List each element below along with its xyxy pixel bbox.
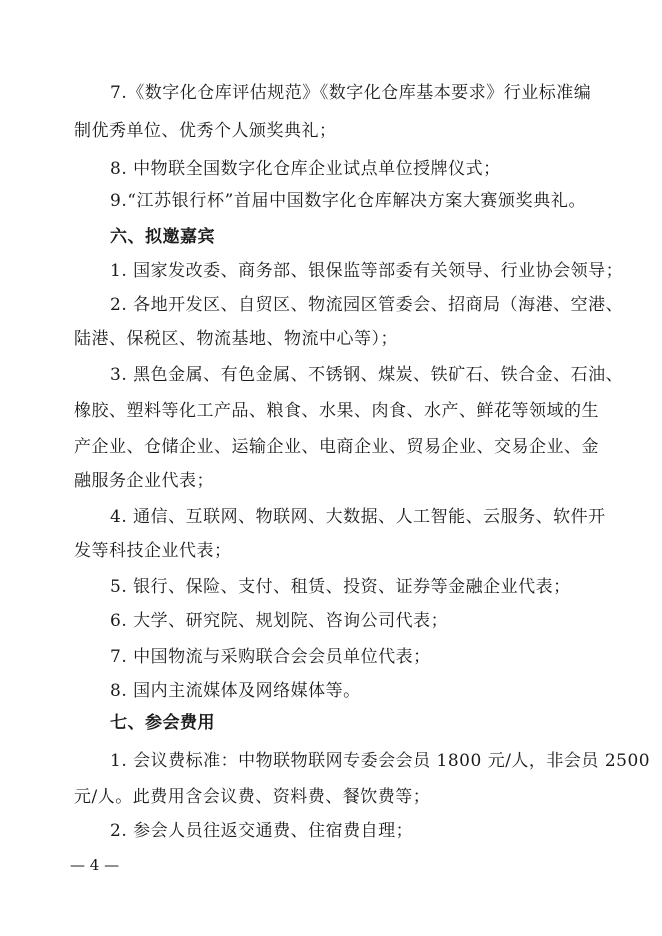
page-number: — 4 — [70,856,120,874]
body-line: 1. 会议费标准：中物联物联网专委会会员 1800 元/人，非会员 2500 [110,751,651,771]
body-line: 5. 银行、保险、支付、租赁、投资、证券等金融企业代表； [110,577,571,597]
body-line: 制优秀单位、优秀个人颁奖典礼； [74,121,337,141]
body-line: 2. 各地开发区、自贸区、物流园区管委会、招商局（海港、空港、 [110,295,624,315]
section-heading: 七、参会费用 [110,713,215,733]
section-heading: 六、拟邀嘉宾 [110,227,215,247]
body-line: 2. 参会人员往返交通费、住宿费自理； [110,821,414,841]
body-line: 产企业、仓储企业、运输企业、电商企业、贸易企业、交易企业、金 [74,437,599,457]
body-line: 发等科技企业代表； [74,541,232,561]
body-line: 7. 中国物流与采购联合会会员单位代表； [110,647,431,667]
body-line: 6. 大学、研究院、规划院、咨询公司代表； [110,611,449,631]
body-line: 7.《数字化仓库评估规范》《数字化仓库基本要求》行业标准编 [110,83,592,103]
body-line: 8. 中物联全国数字化仓库企业试点单位授牌仪式； [110,159,501,179]
body-line: 融服务企业代表； [74,471,214,491]
body-line: 橡胶、塑料等化工产品、粮食、水果、肉食、水产、鲜花等领域的生 [74,401,599,421]
body-line: 9.“江苏银行杯”首届中国数字化仓库解决方案大赛颁奖典礼。 [110,191,586,211]
body-line: 3. 黑色金属、有色金属、不锈钢、煤炭、铁矿石、铁合金、石油、 [110,365,624,385]
body-line: 1. 国家发改委、商务部、银保监等部委有关领导、行业协会领导； [110,261,624,281]
body-line: 8. 国内主流媒体及网络媒体等。 [110,681,361,701]
body-line: 陆港、保税区、物流基地、物流中心等）； [74,329,398,349]
body-line: 元/人。此费用含会议费、资料费、餐饮费等； [74,787,431,807]
body-line: 4. 通信、互联网、物联网、大数据、人工智能、云服务、软件开 [110,507,606,527]
